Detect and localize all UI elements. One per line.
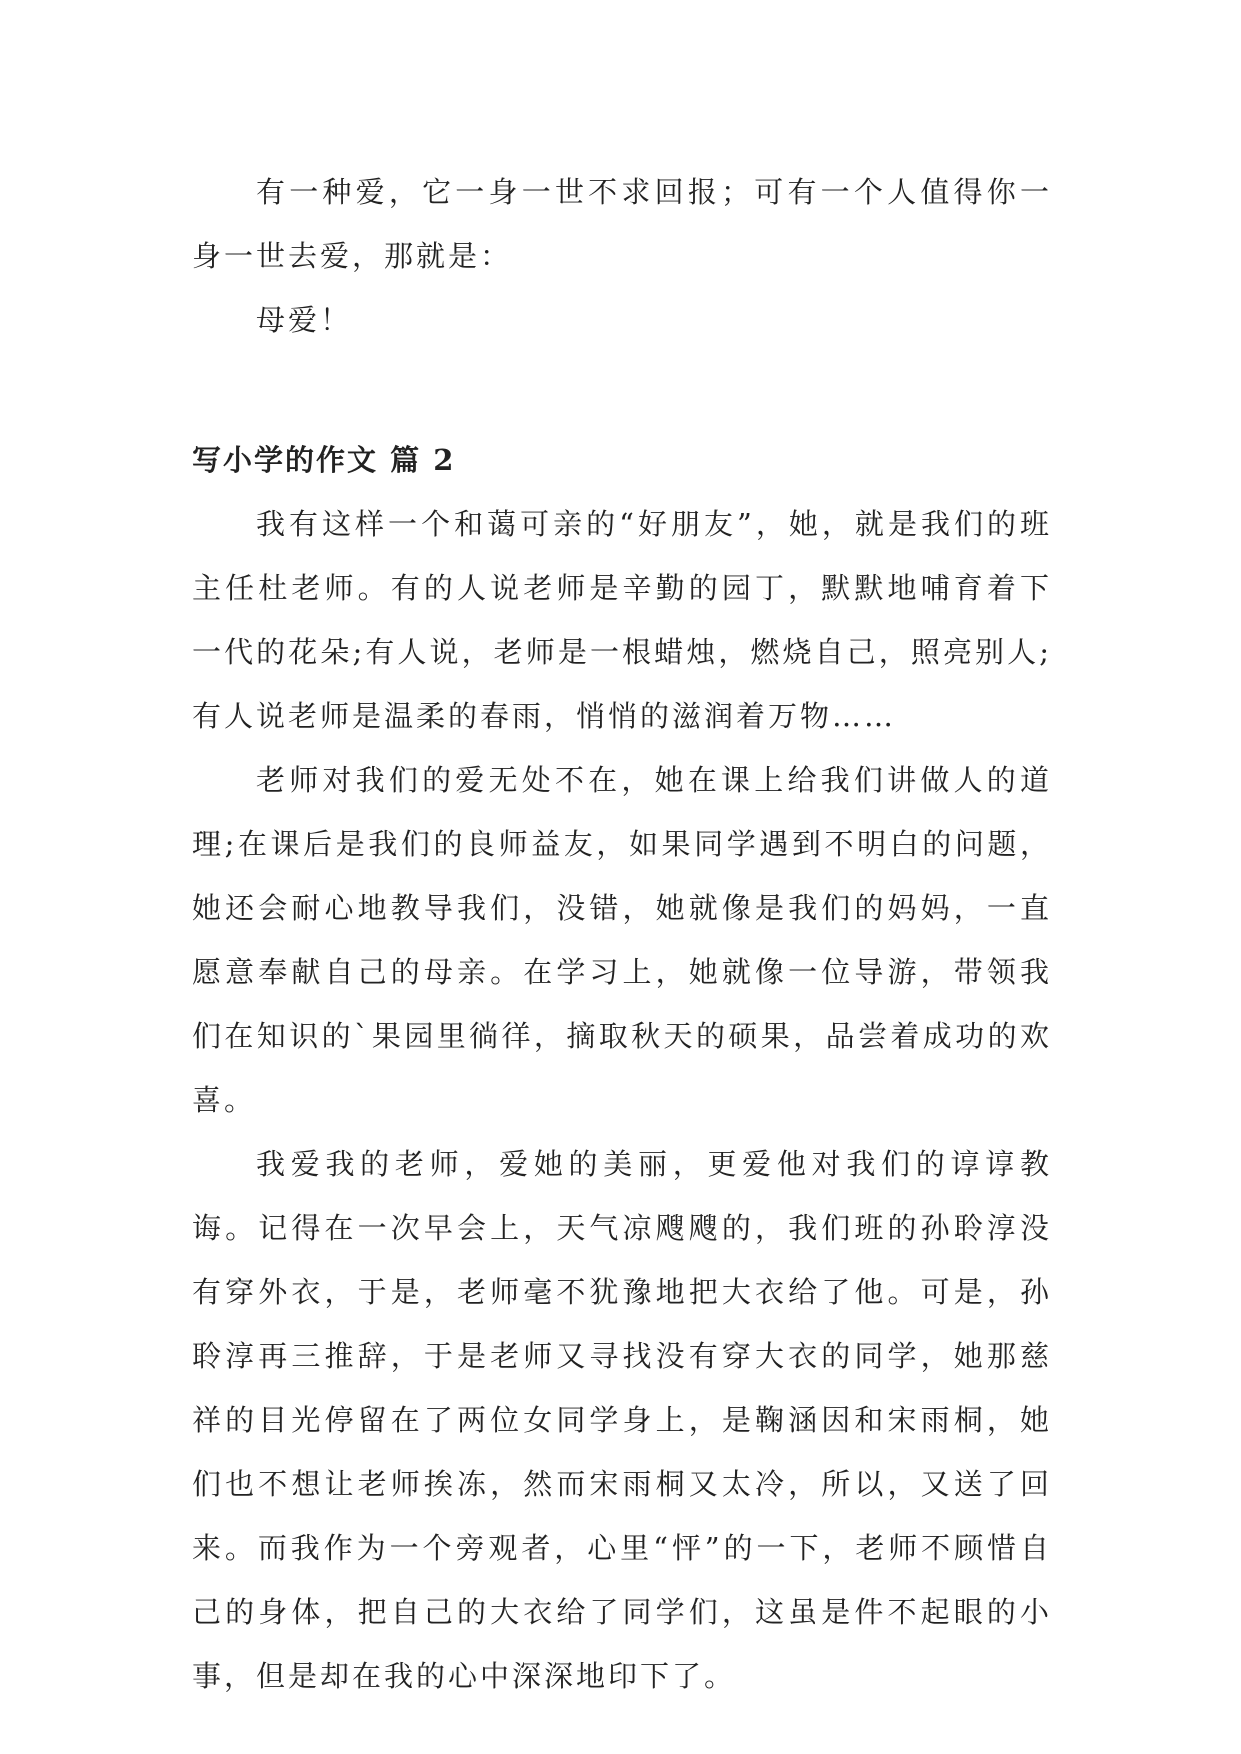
intro-paragraph-2: 母爱！	[256, 303, 353, 337]
document-body	[192, 160, 1052, 1708]
intro-paragraph-1: 有一种爱，它一身一世不求回报；可有一个人值得你一身一世去爱，那就是：	[192, 175, 1052, 273]
section-heading: 写小学的作文 篇 2	[192, 443, 456, 477]
section-paragraph-3: 我爱我的老师，爱她的美丽，更爱他对我们的谆谆教诲。记得在一次早会上，天气凉飕飕的，我们班的孙聆淳没有穿外衣，于是，老师毫不犹豫地把大衣给了他。可是，孙聆淳再三推辞，于是老师又寻找没有穿大衣的同学，她那慈祥的目光停留在了两位女同学身上，是鞠涵因和宋雨桐，她们也不想让老师挨冻，然而宋雨桐又太冷，所以，又送了回来。而我作为一个旁观者，心里“怦”的一下，老师不顾惜自己的身体，把自己的大衣给了同学们，这虽是件不起眼的小事，但是却在我的心中深深地印下了。	[192, 1147, 1052, 1693]
section-paragraph-2: 老师对我们的爱无处不在，她在课上给我们讲做人的道理;在课后是我们的良师益友，如果同学遇到不明白的问题，她还会耐心地教导我们，没错，她就像是我们的妈妈，一直愿意奉献自己的母亲。在学习上，她就像一位导游，带领我们在知识的`果园里徜徉，摘取秋天的硕果，品尝着成功的欢喜。	[192, 763, 1052, 1117]
section-paragraph-1: 我有这样一个和蔼可亲的“好朋友”，她，就是我们的班主任杜老师。有的人说老师是辛勤的园丁，默默地哺育着下一代的花朵;有人说，老师是一根蜡烛，燃烧自己，照亮别人;有人说老师是温柔的春雨，悄悄的滋润着万物……	[192, 507, 1052, 733]
